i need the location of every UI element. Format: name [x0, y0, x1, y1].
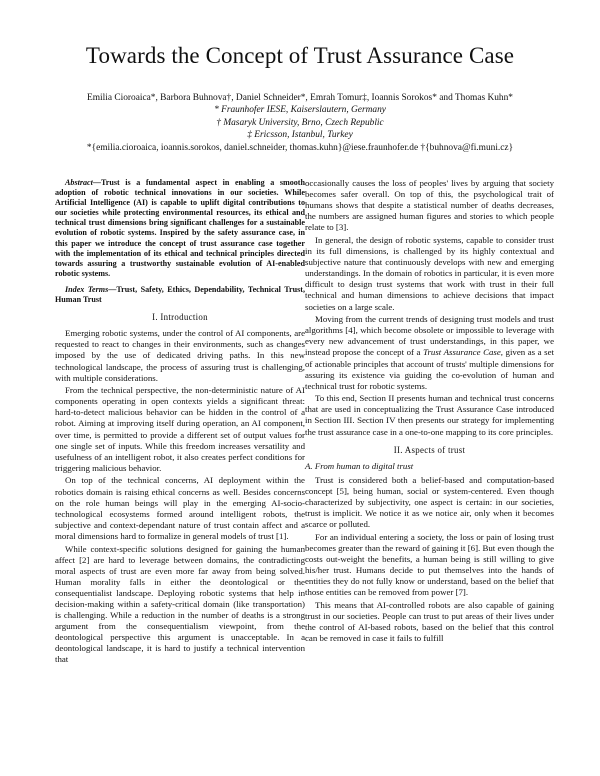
affiliation-3: ‡ Ericsson, Istanbul, Turkey [247, 130, 353, 141]
left-column [55, 178, 305, 667]
author-emails: *{emilia.cioroaica, ioannis.sorokos, daniel.schneider, thomas.kuhn}@iese.fraunhofer.de †{buhnova@fi.muni.cz} [86, 142, 514, 153]
right-column [305, 178, 554, 646]
section-heading-introduction: I. Introduction [152, 312, 208, 323]
abstract-text: Trust is a fundamental aspect in enabling a smooth adoption of robotic technical innovations in our societies. While Artificial Intelligence (AI) is capable to uplift digital contributions to our societies while protecting environmental resources, its ethical and technical trust dimensions bring significant challenges for a sustainable evolution of robotic systems. Inspired by the safety assurance case, in this paper we introduce the concept of trust assurance case together with the implementation of its ethical and technical principles directed towards assuring a trustworthy sustainable evolution of AI-enabled robotic systems. [55, 178, 305, 278]
emphasis: Trust Assurance Case [423, 347, 501, 358]
author-block [30, 92, 570, 154]
paragraph: Emerging robotic systems, under the control of AI components, are requested to react to changes in their environments, such as changes imposed by the use of dedicated driving paths. In this new technological landscape, the process of assuring trust is challenging, with multiple considerations. [55, 328, 305, 383]
affiliation-1: * Fraunhofer IESE, Kaiserslautern, Germany [214, 105, 386, 116]
paragraph: To this end, Section II presents human and technical trust concerns that are used in conceptualizing the Trust Assurance Case introduced in Section III. Section IV then presents our strategy for implementing the trust assurance case in a one-to-one mapping to its core principles. [305, 393, 554, 437]
index-terms [55, 285, 305, 305]
section-heading-aspects: II. Aspects of trust [393, 444, 466, 455]
paragraph: This means that AI-controlled robots are also capable of gaining trust in our societies. People can trust to put areas of their lives under the control of AI-based robots, based on the belief that this control can be removed in case it fails to fulfill [305, 599, 554, 644]
index-terms-text: —Trust, Safety, Ethics, Dependability, Technical Trust, Human Trust [55, 284, 306, 305]
paragraph-text: Moving from the current trends of designing trust models and trust algorithms [4], which become obsolete or impossible to leverage with every new advancement of trust understandings, in this paper, we instead propose the concept of a [305, 314, 554, 358]
abstract-label: Abstract— [65, 178, 101, 187]
paragraph: On top of the technical concerns, AI deployment within the robotics domain is raising ethical concerns as well. Besides concerns on the role human beings will play in the emerging AI-socio-technological ecosystems formed around intelligent robots, the subjective and context-dependant nature of trust contain affect and a moral dimensions hard to formalize in general models of trust [1]. [55, 475, 305, 541]
paragraph: For an individual entering a society, the loss or pain of losing trust becomes greater than the reward of gaining it [6]. But even though the costs out-weight the benefits, a human being is still willing to give his/her trust. Humans decide to put themselves into the hands of entities they do not fully know or understand, based on the belief that those entities can be removed from power [7]. [305, 531, 554, 598]
paragraph: occasionally causes the loss of peoples' lives by arguing that society becomes safer overall. On top of this, the psychological trait of humans shows that despite a statistical number of deaths decreases, the numbers are assigned human figures and stories to which people relate to [3]. [305, 178, 554, 233]
paragraph: From the technical perspective, the non-deterministic nature of AI components operating in open contexts yields a significant threat: hard-to-detect malicious behavior can be hidden in the control of a robot. Aiming at improving itself during operation, an AI component, over time, is permitted to provide a different set of output values for one single set of inputs. While this freedom increases versatility and usefulness of an intelligent robot, it also creates perfect conditions for triggering malicious behavior. [55, 385, 305, 473]
paragraph: While context-specific solutions designed for gaining the human affect [2] are hard to leverage between domains, the contradicting moral aspects of trust are even more far away from being solved. Human morality falls in either the deontological or the consequentialist landscape. Deploying robotic systems that help in decision-making within a safety-critical domain (like transportation) is challenging. While a reduction in the number of deaths is a strong argument from the consequentialism viewpoint, from the deontological perspective this argument is unacceptable. In a deontological landscape, it is hard to justify a technical intervention that [55, 543, 305, 665]
abstract [55, 178, 305, 279]
paragraph-text: , given as a set of actionable principles that account of trusts' multiple dimensions for assuring its existence via guiding the co-evolution of human and technical trust for robotic systems. [305, 347, 555, 391]
affiliation-2: † Masaryk University, Brno, Czech Republic [216, 117, 384, 128]
paragraph [305, 314, 554, 392]
paragraph: In general, the design of robotic systems, capable to consider trust in its full dimensions, is challenged by its highly contextual and subjective nature that continuously develops with new and emerging understandings. In the domain of robotics in particular, it is even more difficult to design trust systems that work with trust in their full technical and human dimensions to achieve decisions that impact societies on a large scale. [305, 234, 554, 312]
subsection-heading: A. From human to digital trust [305, 460, 414, 471]
paragraph: Trust is considered both a belief-based and computation-based concept [5], being human, social or system-centered. Even though characterized by subjectivity, one aspect is certain: in our societies, trust is implicit. We notice it as we notice air, only when it becomes scarce or polluted. [305, 474, 554, 530]
author-list: Emilia Cioroaica*, Barbora Buhnova†, Daniel Schneider*, Emrah Tomur‡, Ioannis Sorokos* and Thomas Kuhn* [87, 93, 513, 103]
index-terms-label: Index Terms [65, 284, 109, 294]
paper-title: Towards the Concept of Trust Assurance Case [85, 43, 515, 68]
